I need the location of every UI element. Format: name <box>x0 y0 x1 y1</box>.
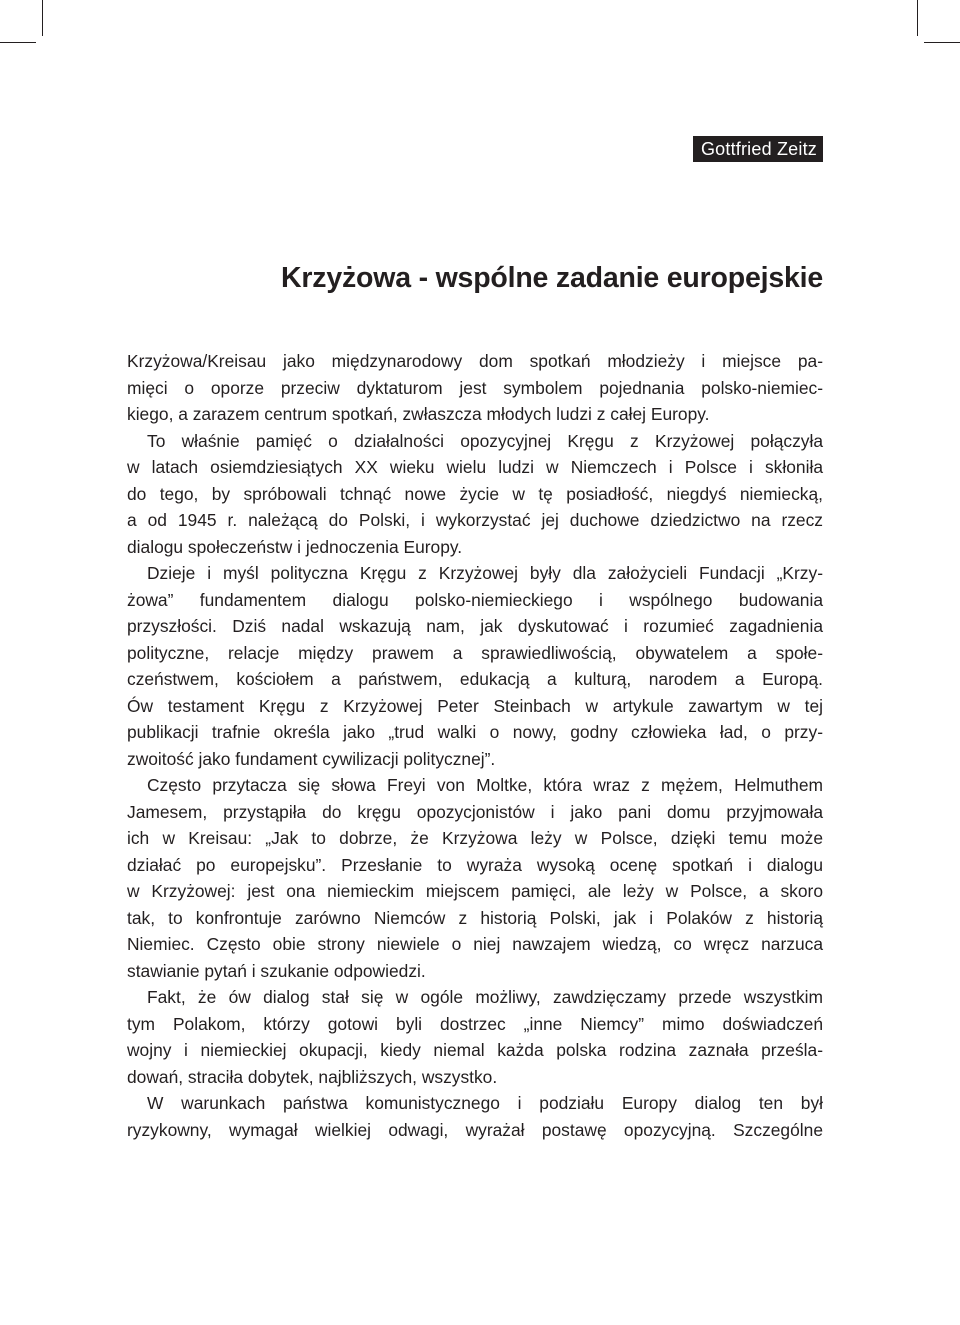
crop-mark-top-right <box>924 42 960 43</box>
text-line: do tego, by spróbowali tchnąć nowe życie w tę posiadłość, niegdyś niemiecką, <box>127 483 823 504</box>
text-line: stawianie pytań i szukanie odpowiedzi. <box>127 960 426 981</box>
text-line: ich w Kreisau: „Jak to dobrze, że Krzyżowa leży w Polsce, dzięki temu może <box>127 828 823 848</box>
paragraph <box>127 772 823 984</box>
text-line: Ów testament Kręgu z Krzyżowej Peter Steinbach w artykule zawartym w tej <box>127 695 823 716</box>
text-line: Fakt, że ów dialog stał się w ogóle możliwy, zawdzięczamy przede wszystkim <box>147 987 823 1007</box>
text-line: Często przytacza się słowa Freyi von Moltke, która wraz z mężem, Helmuthem <box>147 775 823 795</box>
paragraph <box>127 560 823 772</box>
text-line: czeństwem, kościołem a państwem, edukacją a kulturą, narodem a Europą. <box>127 669 823 689</box>
text-line: przyszłości. Dziś nadal wskazują nam, jak dyskutować i rozumieć zagadnienia <box>127 616 823 636</box>
text-line: w Krzyżowej: jest ona niemieckim miejscem pamięci, ale leży w Polsce, a skoro <box>127 881 823 901</box>
text-line: Krzyżowa/Kreisau jako międzynarodowy dom spotkań młodzieży i miejsce pa- <box>127 351 823 371</box>
text-line: publikacji trafnie określa jako „trud walki o nowy, godny człowieka ład, o przy- <box>127 722 823 742</box>
text-line: w latach osiemdziesiątych XX wieku wielu ludzi w Niemczech i Polsce i skłoniła <box>127 457 823 477</box>
text-line: Jamesem, przystąpiła do kręgu opozycjonistów i jako pani domu przyjmowała <box>127 801 823 822</box>
text-line: polityczne, relacje między prawem a sprawiedliwością, obywatelem a społe- <box>127 642 823 663</box>
text-line: działać po europejsku”. Przesłanie to wyraża wysoką ocenę spotkań i dialogu <box>127 854 823 875</box>
crop-mark-top-right <box>917 0 918 36</box>
text-line: Dzieje i myśl polityczna Kręgu z Krzyżowej były dla założycieli Fundacji „Krzy- <box>147 563 823 583</box>
text-line: kiego, a zarazem centrum spotkań, zwłaszcza młodych ludzi z całej Europy. <box>127 404 710 424</box>
paragraph <box>127 1090 823 1143</box>
text-line: To właśnie pamięć o działalności opozycyjnej Kręgu z Krzyżowej połączyła <box>147 430 823 451</box>
paragraph <box>127 984 823 1090</box>
text-line: mięci o oporze przeciw dyktaturom jest symbolem pojednania polsko-niemiec- <box>127 377 823 398</box>
text-line: żowa” fundamentem dialogu polsko-niemieckiego i wspólnego budowania <box>127 589 823 610</box>
text-line: wojny i niemieckiej okupacji, kiedy niemal każda polska rodzina zaznała prześla- <box>127 1040 823 1060</box>
text-line: ryzykowny, wymagał wielkiej odwagi, wyrażał postawę opozycyjną. Szczególne <box>127 1119 823 1140</box>
crop-mark-top-left <box>42 0 43 36</box>
text-line: a od 1945 r. należącą do Polski, i wykorzystać jej duchowe dziedzictwo na rzecz <box>127 510 823 530</box>
text-line: tak, to konfrontuje zarówno Niemców z historią Polski, jak i Polaków z historią <box>127 907 823 928</box>
paragraph <box>127 428 823 561</box>
text-line: Niemiec. Często obie strony niewiele o niej nawzajem wiedzą, co wręcz narzuca <box>127 934 823 954</box>
text-line: tym Polakom, którzy gotowi byli dostrzec „inne Niemcy” mimo doświadczeń <box>127 1013 823 1034</box>
text-line: W warunkach państwa komunistycznego i podziału Europy dialog ten był <box>147 1093 823 1113</box>
text-line: zwoitość jako fundament cywilizacji politycznej”. <box>127 748 496 769</box>
text-line: dowań, straciła dobytek, najbliższych, wszystko. <box>127 1066 498 1087</box>
crop-mark-top-left <box>0 42 36 43</box>
article-body <box>127 348 823 1143</box>
text-line: dialogu społeczeństw i jednoczenia Europy. <box>127 536 463 557</box>
author-name: Gottfried Zeitz <box>693 136 823 162</box>
article-title: Krzyżowa - wspólne zadanie europejskie <box>281 262 823 294</box>
paragraph <box>127 348 823 428</box>
